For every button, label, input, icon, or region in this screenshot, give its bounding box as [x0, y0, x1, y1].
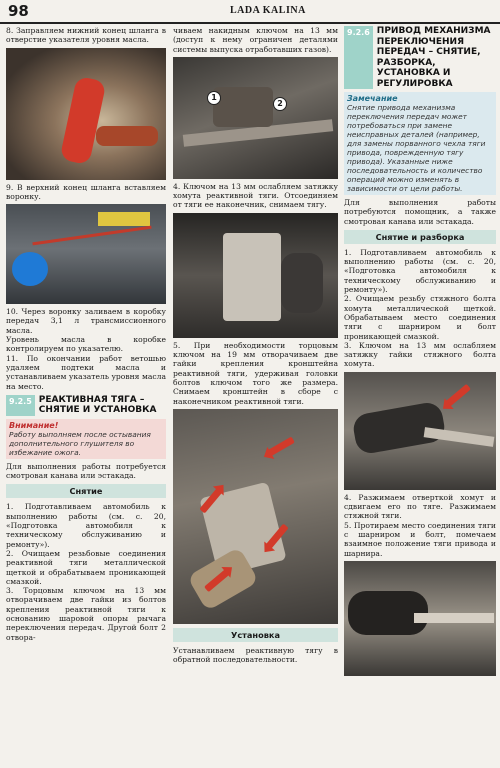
removal-step-2: 2. Очищаем резьбовые соединения реактивной тяги металлической щеткой и обрабатываем проникающей смазкой. — [6, 548, 166, 586]
section-title: ПРИВОД МЕХАНИЗМА ПЕРЕКЛЮЧЕНИЯ ПЕРЕДАЧ – СНЯТИЕ, РАЗБОРКА, УСТАНОВКА И РЕГУЛИРОВКА — [376, 26, 491, 89]
section-9-2-6 — [344, 26, 496, 89]
subheading-removal: Снятие — [6, 484, 166, 498]
subheading-installation: Установка — [173, 628, 338, 642]
remark-note — [344, 92, 496, 195]
warning-text: Работу выполняем после остывания дополнительного глушителя во избежание ожога. — [9, 429, 151, 457]
photo-bracket-bolts — [173, 409, 338, 624]
removal-step-3: 3. Торцовым ключом на 13 мм отворачиваем две гайки из болтов крепления реактивной тяги к основанию шаровой опоры рычага переключения передач. Другой болт 2 отвора- — [6, 586, 166, 642]
warning-heading: Внимание! — [9, 420, 59, 430]
warning-note — [6, 419, 166, 459]
callout-1: 1 — [207, 91, 221, 105]
step-5: 5. Протираем место соединения тяги с шарниром и болт, помечаем взаимное положение тяги привода и шарнира. — [344, 520, 496, 558]
step-4: 4. Разжимаем отверткой хомут и сдвигаем его по тяге. Разжимаем стяжной тяги. — [344, 492, 496, 521]
photo-bracket — [173, 213, 338, 338]
removal-step-1: 1. Подготавливаем автомобиль к выполнению работы (см. с. 20, «Подготовка автомобиля к техническому обслуживанию и ремонту»). — [6, 502, 166, 549]
photo-engine-funnel — [6, 204, 166, 304]
step-1: 1. Подготавливаем автомобиль к выполнению работы (см. с. 20, «Подготовка автомобиля к техническому обслуживанию и ремонту»). — [344, 247, 496, 295]
photo-joint-marking — [344, 561, 496, 676]
photo-reaction-rod — [173, 57, 338, 179]
continued-text: чиваем накидным ключом на 13 мм (доступ к нему ограничен деталями системы выпуска отработавших газов). — [173, 26, 338, 54]
photo-oil-hose — [6, 48, 166, 180]
step-3: 3. Ключом на 13 мм ослабляем затяжку гайки стяжного болта хомута. — [344, 340, 496, 369]
section-9-2-5 — [6, 395, 166, 416]
installation-text: Устанавливаем реактивную тягу в обратной последовательности. — [173, 645, 338, 665]
section-number: 9.2.5 — [6, 395, 35, 416]
section-title: РЕАКТИВНАЯ ТЯГА – СНЯТИЕ И УСТАНОВКА — [38, 394, 157, 416]
page-number: 98 — [8, 2, 29, 20]
step-8: 8. Заправляем нижний конец шланга в отверстие указателя уровня масла. — [6, 26, 166, 45]
step-10-level: Уровень масла в коробке контролируем по указателю. — [6, 335, 166, 354]
step-11: 11. По окончании работ ветошью удаляем подтеки масла и устанавливаем указатель уровня масла на место. — [6, 353, 166, 391]
subheading-removal-disassembly: Снятие и разборка — [344, 230, 496, 244]
remark-heading: Замечание — [347, 94, 398, 103]
step-5: 5. При необходимости торцовым ключом на 19 мм отворачиваем две гайки крепления кронштейна реактивной тяги, удерживая головки болтов ключом того же размера. Снимаем кронштейн в сборе с наконечником реактивной тяги. — [173, 340, 338, 406]
remark-text: Снятие привода механизма переключения передач может потребоваться при замене неисправных деталей (например, для замены порванного чехла тяги привода, поврежденную тягу привода). Указанные ниже последовательность и количество операций можно изменять в зависимости от цели работы. — [347, 103, 486, 193]
section-number: 9.2.6 — [344, 26, 373, 89]
step-10: 10. Через воронку заливаем в коробку передач 3,1 л трансмиссионного масла. — [6, 307, 166, 335]
column-right — [344, 26, 496, 768]
running-title: LADA KALINA — [230, 5, 306, 16]
intro-text: Для выполнения работы потребуются помощник, а также смотровая канава или эстакада. — [344, 198, 496, 226]
step-4: 4. Ключом на 13 мм ослабляем затяжку хомута реактивной тяги. Отсоединяем от тяги ее наконечник, снимаем тягу. — [173, 181, 338, 210]
intro-text: Для выполнения работы потребуется смотровая канава или эстакада. — [6, 461, 166, 481]
column-left — [6, 26, 166, 768]
page-header — [0, 0, 500, 24]
column-middle — [173, 26, 338, 768]
photo-clamp-bolt — [344, 372, 496, 490]
step-9: 9. В верхний конец шланга вставляем воронку. — [6, 182, 166, 201]
callout-2: 2 — [273, 97, 287, 111]
step-2: 2. Очищаем резьбу стяжного болта хомута металлической щеткой. Обрабатываем место соединения тяги с шарниром и болт проникающей смазкой. — [344, 294, 496, 341]
